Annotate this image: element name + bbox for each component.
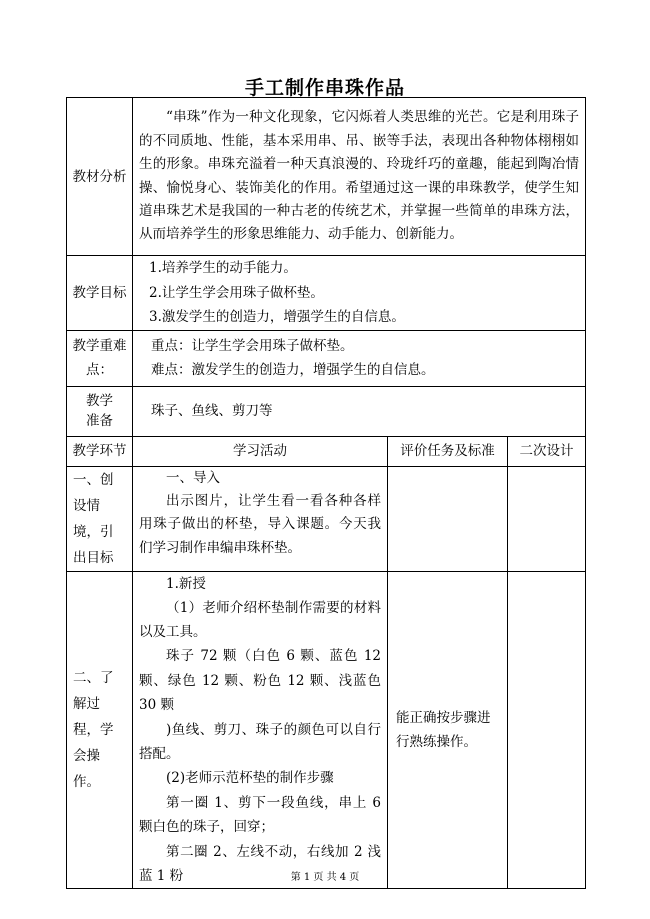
section-line: 1.新授 — [166, 575, 206, 592]
prep-label-line: 准备 — [86, 413, 113, 429]
section-row — [67, 571, 586, 889]
section-text: 出示图片，让学生看一看各种各样用珠子做出的杯垫，导入课题。今天我们学习制作串编串珠杯垫。 — [139, 492, 381, 556]
section-row — [67, 466, 586, 571]
section-line: )鱼线、剪刀、珠子的颜色可以自行搭配。 — [139, 721, 381, 762]
keypoints-row — [67, 330, 586, 386]
section-heading: 一、导入 — [166, 469, 220, 486]
analysis-label: 教材分析 — [67, 98, 133, 256]
keypoint-item: 难点：激发学生的创造力，增强学生的自信息。 — [151, 362, 435, 378]
section-stage: 二、了解过程，学会操作。 — [67, 571, 133, 889]
keypoints-label: 教学重难点： — [67, 330, 133, 386]
goals-label: 教学目标 — [67, 256, 133, 331]
section-line: 第一圈 1、剪下一段鱼线，串上 6 颗白色的珠子，回穿； — [139, 794, 381, 836]
section-activity — [133, 571, 388, 889]
prep-label-line: 教学 — [86, 393, 113, 409]
col-header-second-design: 二次设计 — [508, 436, 586, 466]
prep-row — [67, 386, 586, 436]
evaluation-text: 能正确按步骤进行熟练操作。 — [396, 709, 491, 750]
section-evaluation — [388, 466, 508, 571]
analysis-content — [133, 98, 586, 256]
col-header-activity: 学习活动 — [133, 436, 388, 466]
col-header-evaluation: 评价任务及标准 — [388, 436, 508, 466]
lesson-plan-table — [66, 97, 586, 889]
page-footer: 第 1 页 共 4 页 — [290, 872, 360, 883]
analysis-text: “串珠”作为一种文化现象，它闪烁着人类思维的光芒。它是利用珠子的不同质地、性能，基本采用串、吊、嵌等手法，表现出各种物体栩栩如生的形象。串珠充溢着一种天真浪漫的、玲珑纤巧的童趣，能起到陶冶情操、愉悦身心、装饰美化的作用。希望通过这一课的串珠教学，使学生知道串珠艺术是我国的一种古老的传统艺术，并掌握一些简单的串珠方法，从而培养学生的形象思维能力、动手能力、创新能力。 — [139, 109, 579, 243]
section-evaluation — [388, 571, 508, 889]
prep-text: 珠子、鱼线、剪刀等 — [151, 402, 273, 419]
section-activity — [133, 466, 388, 571]
analysis-row — [67, 98, 586, 256]
section-line: (2)老师示范杯垫的制作步骤 — [166, 770, 334, 787]
goal-item: 2.让学生学会用珠子做杯垫。 — [149, 284, 324, 301]
section-stage: 一、创设情境，引出目标 — [67, 466, 133, 571]
keypoint-item: 重点：让学生学会用珠子做杯垫。 — [151, 337, 354, 354]
prep-label — [67, 386, 133, 436]
prep-content — [133, 386, 586, 436]
goals-content — [133, 256, 586, 331]
section-second-design — [508, 466, 586, 571]
goal-item: 1.培养学生的动手能力。 — [149, 260, 297, 276]
section-line: 第二圈 2、左线不动，右线加 2 浅蓝 1 粉 — [139, 843, 381, 884]
section-second-design — [508, 571, 586, 889]
col-header-stage: 教学环节 — [67, 436, 133, 466]
goal-item: 3.激发学生的创造力，增强学生的自信息。 — [149, 309, 405, 325]
keypoints-content — [133, 330, 586, 386]
document-title: 手工制作串珠作品 — [244, 77, 405, 99]
table-header-row — [67, 436, 586, 466]
section-line: 珠子 72 颗（白色 6 颗、蓝色 12 颗、绿色 12 颗、粉色 12 颗、浅蓝色 30 颗 — [139, 648, 381, 714]
section-line: （1）老师介绍杯垫制作需要的材料以及工具。 — [139, 599, 381, 640]
goals-row — [67, 256, 586, 331]
